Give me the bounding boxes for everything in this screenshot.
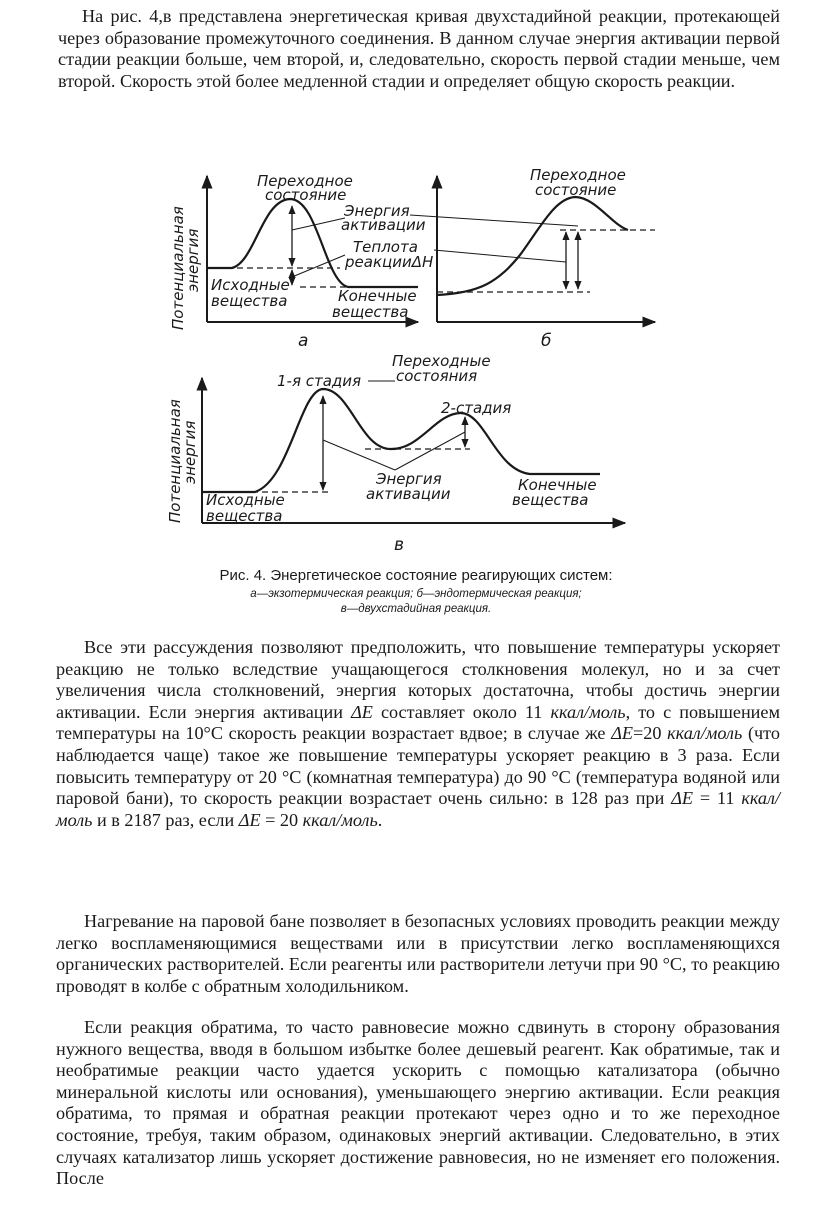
p1-text-5: (что наблюдается чаще) такое же повышение температуры ускоряет реакцию в 3 раза. Если повысить температуру от 20 °C (комнатная температура) до 90 °C (температура водяной или паровой бани), то скорость реакции возрастает очень сильно: в 128 раз при [56, 723, 780, 809]
panel-b-transition-label-1: Переходное [530, 166, 626, 184]
p1-math-delta-e: ΔE [351, 701, 373, 722]
y-axis-label-top-1: Потенциальная [169, 206, 187, 330]
panel-a-leader-activation [292, 218, 345, 230]
p1-unit: ккал/моль [56, 788, 780, 830]
p1-math-delta-e: ΔE [611, 723, 633, 744]
panel-b-energy-curve [437, 197, 628, 295]
panel-c-activation-label-1: Энергия [376, 470, 442, 488]
p1-unit: ккал/моль [667, 723, 743, 744]
energy-diagram-figure [0, 150, 832, 560]
panel-c-leader-act-2 [395, 432, 465, 470]
figure-caption-line-1: а—экзотермическая реакция; б—эндотермическая реакция; [250, 588, 582, 600]
panel-a-heat-label-2: реакцииΔН [345, 253, 434, 271]
panel-a-activation-label-1: Энергия [344, 202, 410, 220]
panel-c-stage1-label: 1-я стадия [277, 372, 362, 390]
figure-caption-line-2: в—двухстадийная реакция. [340, 603, 492, 615]
panel-a-reactants-label-2: вещества [211, 292, 288, 310]
panel-c-stage2-label: 2-стадия [441, 399, 512, 417]
panel-a-transition-label-1: Переходное [257, 172, 353, 190]
panel-a-transition-label-2: состояние [265, 186, 347, 204]
p1-text-7: и в 2187 раз, если [92, 809, 239, 830]
panel-a-heat-label-1: Теплота [353, 238, 418, 256]
p1-text-9: . [377, 809, 383, 830]
p1-math-delta-e: ΔE [238, 809, 261, 830]
panel-c-products-label-2: вещества [512, 491, 589, 509]
figure-caption-title: Рис. 4. Энергетическое состояние реагирующих систем: [219, 567, 613, 584]
panel-a-products-label-2: вещества [332, 303, 409, 321]
panel-a-activation-label-2: активации [341, 216, 426, 234]
paragraph-3: Если реакция обратима, то часто равновесие можно сдвинуть в сторону образования нужного вещества, вводя в большом избытке более дешевый реагент. Как обратимые, так и необратимые реакции часто удается ускорить с помощью катализатора (обычно минеральной кислоты или основания), уменьшающего энергию активации. Если реакция обратима, то прямая и обратная реакции протекают через одно и то же переходное состояние, требуя, таким образом, одинаковых энергий активации. Следовательно, в этих случаях катализатор лишь ускоряет достижение равновесия, но не изменяет его положения. После [56, 1017, 780, 1189]
paragraph-2: Нагревание на паровой бане позволяет в безопасных условиях проводить реакции между легко воспламеняющимися веществами или в присутствии легко воспламеняющихся органических растворителей. Если реагенты или растворители летучи при 90 °C, то реакцию проводят в колбе с обратным холодильником. [56, 911, 780, 996]
intro-paragraph: На рис. 4,в представлена энергетическая кривая двухстадийной реакции, протекающей через образование промежуточного соединения. В данном случае энергия активации первой стадии реакции больше, чем второй, и, следовательно, скорость первой стадии меньше, чем второй. Скорость этой более медленной стадии и определяет общую скорость реакции. [58, 6, 780, 91]
p1-text-1: Все эти рассуждения позволяют предположить, что повышение температуры ускоряет реакцию не только вследствие учащающегося столкновения молекул, но и за счет увеличения числа столкновений, энергия которых достаточна, чтобы достичь энергии активации. Если энергия активации [56, 637, 780, 722]
panel-b-letter: б [541, 331, 552, 351]
p1-text-3: , то с повышением температуры на 10°C скорость реакции возрастает вдвое; в случае же [56, 701, 780, 744]
panel-b-leader-activation [410, 215, 578, 226]
panel-c-activation-label-2: активации [366, 485, 451, 503]
y-axis-label-top-2: энергия [184, 228, 202, 292]
panel-a-products-label-1: Конечные [338, 287, 417, 305]
p1-text-6: = 11 [693, 788, 742, 809]
panel-a-reactants-label-1: Исходные [211, 276, 290, 294]
panel-c-letter: в [394, 535, 405, 555]
paragraph-1 [56, 637, 780, 831]
panel-c-leader-act-1 [323, 440, 395, 470]
p1-unit: ккал/моль [302, 809, 378, 830]
panel-c-transition-label-2: состояния [396, 367, 478, 385]
p1-unit: ккал/моль [550, 701, 626, 722]
panel-a-letter: а [298, 331, 309, 351]
panel-b [410, 176, 655, 322]
p1-text-2: составляет около 11 [372, 701, 551, 722]
panel-c-reactants-label-1: Исходные [206, 491, 285, 509]
p1-text-8: = 20 [260, 809, 303, 830]
panel-c-products-label-1: Конечные [518, 476, 597, 494]
panel-b-transition-label-2: состояние [535, 181, 617, 199]
y-axis-label-bottom-1: Потенциальная [166, 399, 184, 523]
panel-a-leader-heat [292, 255, 345, 277]
panel-b-leader-heat [434, 250, 566, 262]
panel-c-reactants-label-2: вещества [206, 507, 283, 525]
p1-text-4: =20 [633, 723, 668, 744]
panel-c-transition-label-1: Переходные [392, 352, 491, 370]
y-axis-label-bottom-2: энергия [181, 420, 199, 484]
p1-math-delta-e: ΔE [671, 788, 694, 809]
